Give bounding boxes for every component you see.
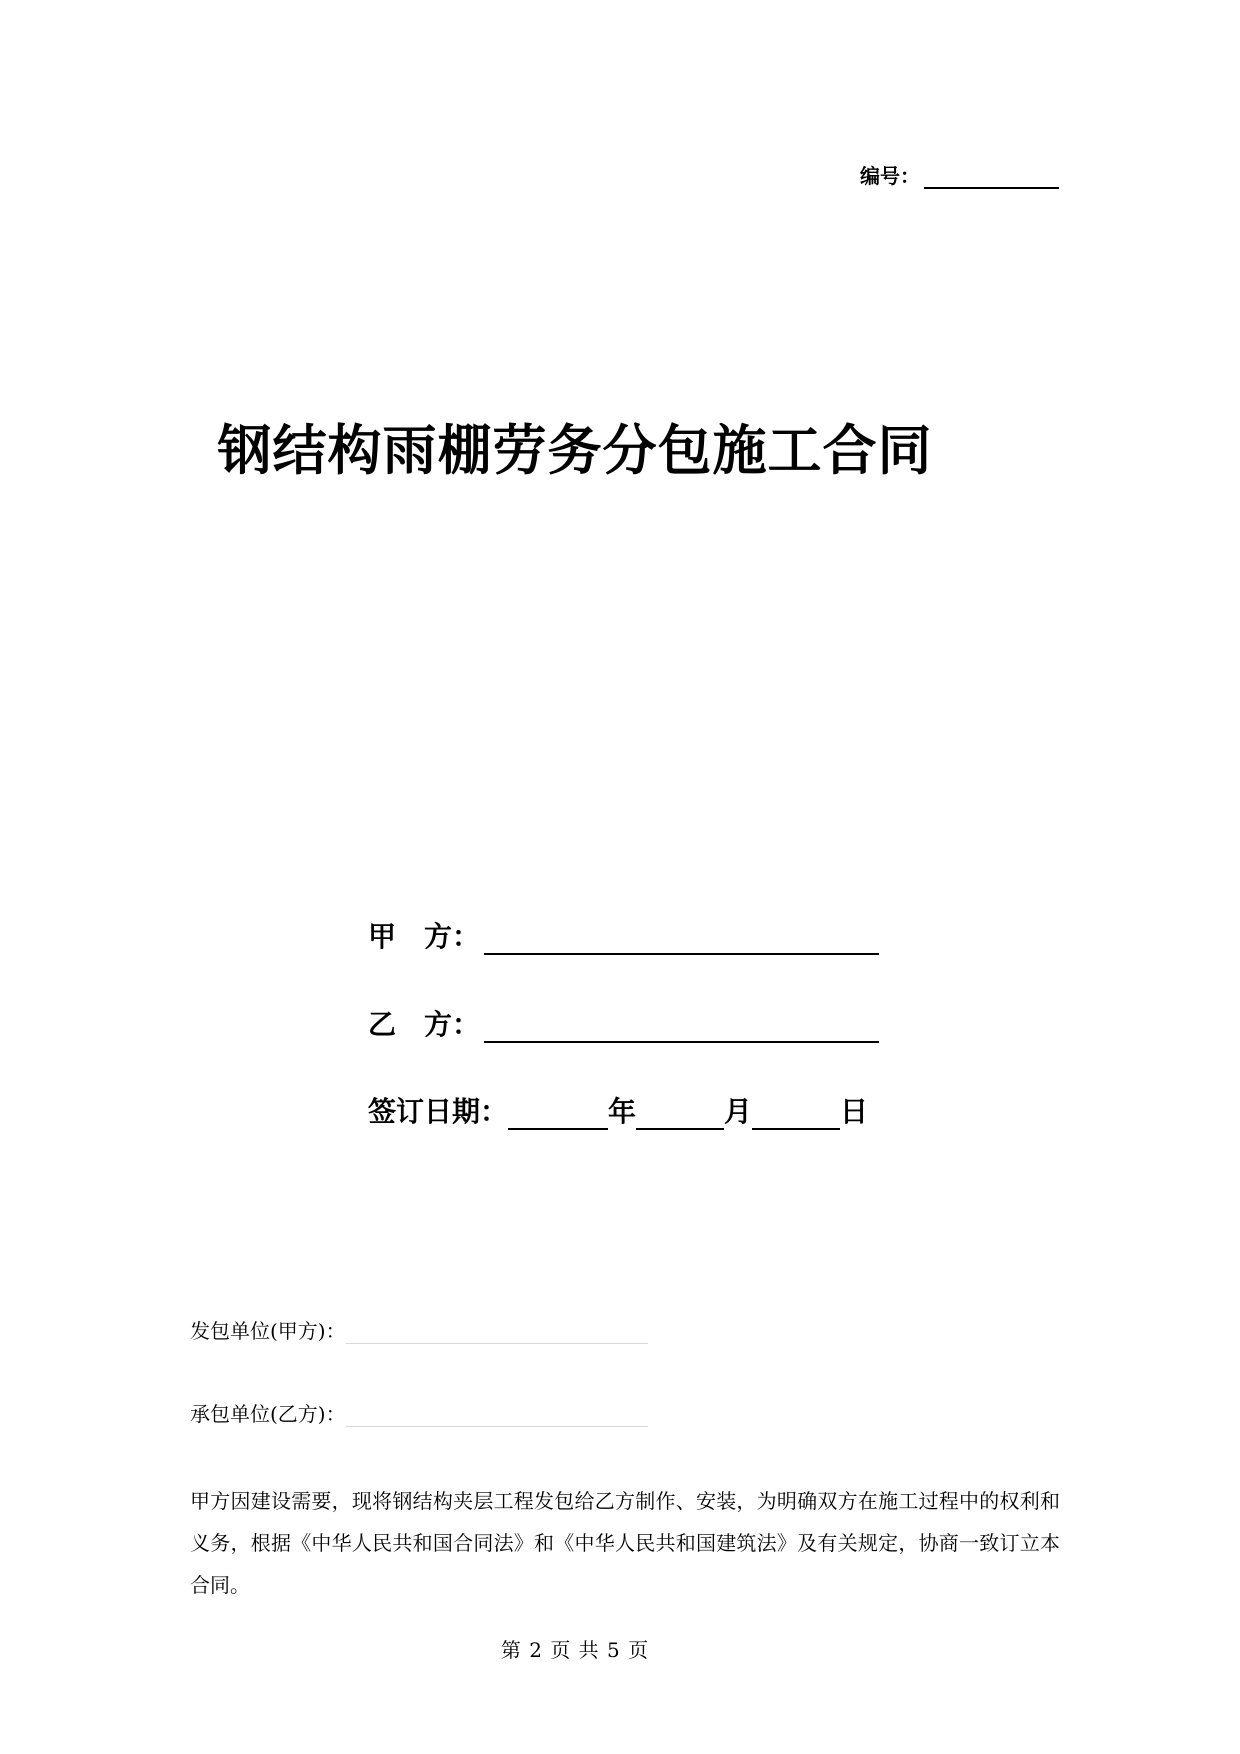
contractor-blank[interactable]	[346, 1325, 648, 1344]
month-blank[interactable]	[636, 1102, 724, 1130]
party-b-label: 方：	[424, 1008, 481, 1041]
party-a-label: 方：	[424, 920, 481, 953]
day-blank[interactable]	[752, 1102, 840, 1130]
subcontractor-label: 承包单位(乙方)：	[190, 1402, 346, 1426]
subcontractor-field	[190, 1398, 648, 1427]
party-a-label-char: 甲	[368, 920, 397, 953]
party-b-line	[368, 1003, 879, 1043]
party-a-line	[368, 915, 879, 955]
day-label: 日	[840, 1095, 869, 1128]
year-label: 年	[608, 1095, 637, 1128]
page-footer: 第 2 页 共 5 页	[500, 1638, 650, 1662]
party-a-blank[interactable]	[484, 927, 879, 955]
serial-label: 编号：	[860, 164, 920, 188]
year-blank[interactable]	[508, 1102, 608, 1130]
sign-date-line	[368, 1090, 868, 1130]
intro-paragraph: 甲方因建设需要，现将钢结构夹层工程发包给乙方制作、安装，为明确双方在施工过程中的权利和义务，根据《中华人民共和国合同法》和《中华人民共和国建筑法》及有关规定，协商一致订立本合同。	[190, 1489, 1060, 1597]
contractor-label: 发包单位(甲方)：	[190, 1319, 346, 1343]
sign-date-label: 签订日期：	[368, 1095, 509, 1128]
month-label: 月	[724, 1095, 753, 1128]
party-b-blank[interactable]	[484, 1015, 879, 1043]
subcontractor-blank[interactable]	[346, 1408, 648, 1427]
serial-blank[interactable]	[924, 169, 1059, 189]
serial-number	[860, 160, 1059, 189]
document-title: 钢结构雨棚劳务分包施工合同	[217, 419, 933, 482]
contractor-field	[190, 1315, 648, 1344]
party-b-label-char: 乙	[368, 1008, 397, 1041]
